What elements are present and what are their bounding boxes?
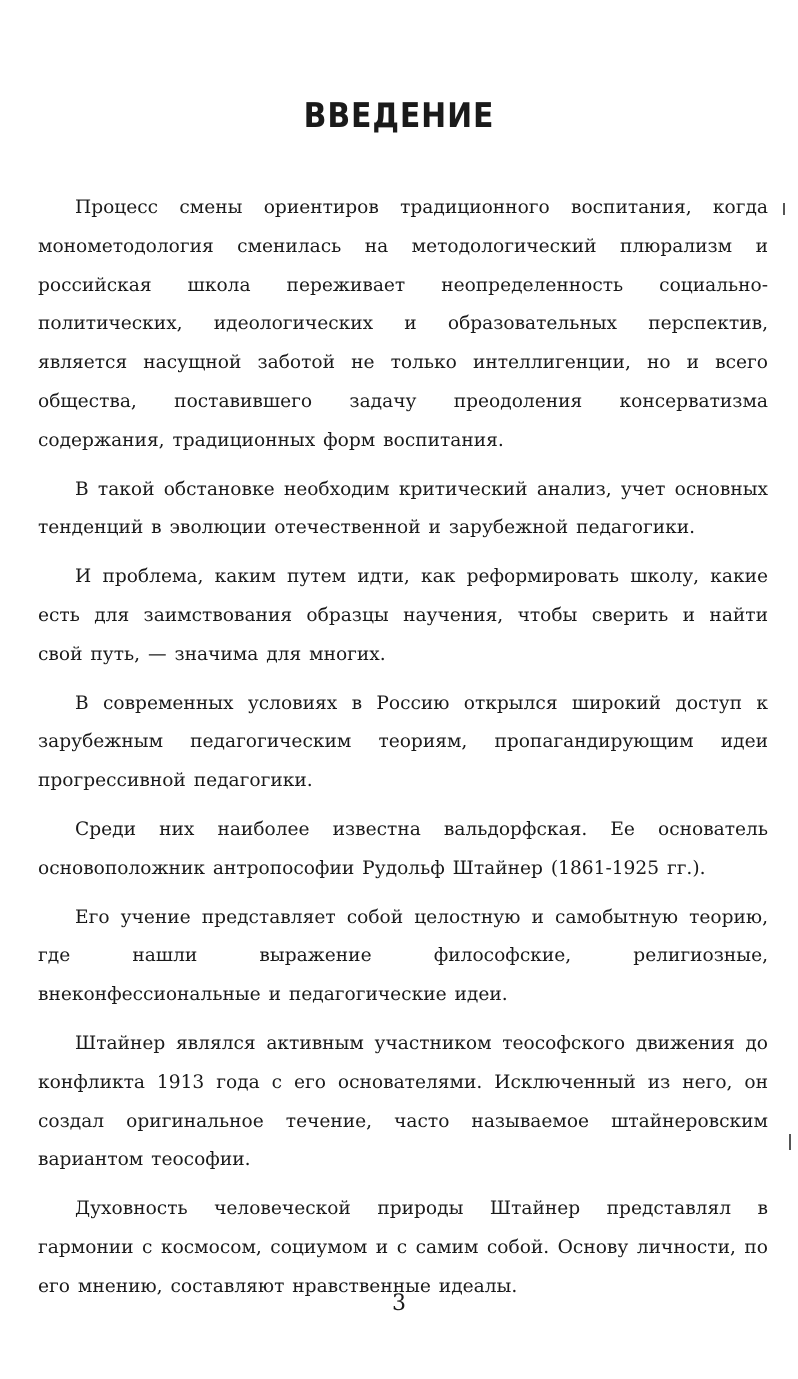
paragraph-8: Духовность человеческой природы Штайнер представлял в гармонии с космосом, социумом и с самим собой. Основу личности, по его мнению, составляют нравственные идеалы. (38, 1198, 768, 1297)
paragraph-3: И проблема, каким путем идти, как реформировать школу, какие есть для заимствования образцы научения, чтобы сверить и найти свой путь, — значима для многих. (38, 566, 768, 665)
paragraph-4: В современных условиях в Россию открылся широкий доступ к зарубежным педагогическим теориям, пропагандирующим идеи прогрессивной педагогики. (38, 692, 768, 792)
page-number: 3 (392, 1291, 406, 1316)
scan-margin-mark-top (783, 203, 785, 215)
paragraph-1: Процесс смены ориентиров традиционного воспитания, когда монометодология сменилась на методологический плюрализм и российская школа переживает неопределенность социально-политических, идеологических и образовательных перспектив, является насущной заботой не только интеллигенции, но и всего общества, поставившего задачу преодоления консерватизма содержания, традиционных форм воспитания. (38, 197, 768, 451)
paragraph-7: Штайнер являлся активным участником теософского движения до конфликта 1913 года с его основателями. Исключенный из него, он создал оригинальное течение, часто называемое штайнеровским вариантом теософии. (38, 1032, 768, 1171)
paragraph-6: Его учение представляет собой целостную и самобытную теорию, где нашли выражение философские, религиозные, внеконфессиональные и педагогические идеи. (38, 906, 768, 1006)
body-text (38, 189, 768, 1317)
paragraph-2: В такой обстановке необходим критический анализ, учет основных тенденций в эволюции отечественной и зарубежной педагогики. (38, 478, 768, 539)
paragraph-5: Среди них наиболее известна вальдорфская. Ее основатель основоположник антропософии Рудольф Штайнер (1861-1925 гг.). (38, 818, 768, 879)
chapter-title: ВВЕДЕНИЕ (303, 96, 495, 136)
scan-margin-mark-bottom (789, 1134, 791, 1150)
